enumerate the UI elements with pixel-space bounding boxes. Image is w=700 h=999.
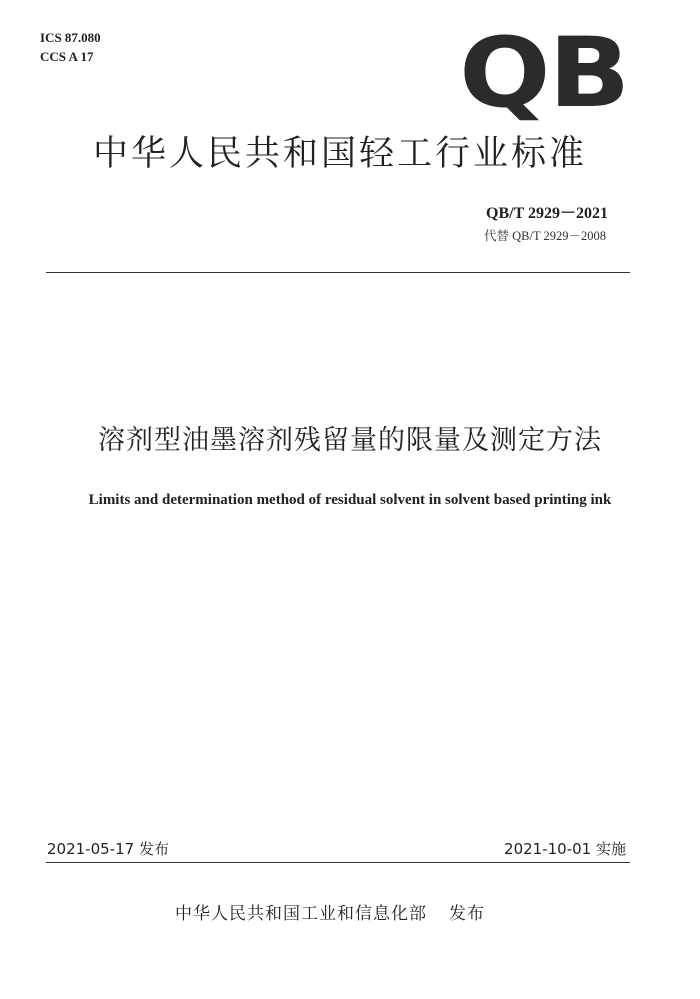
issuer-name: 中华人民共和国工业和信息化部 xyxy=(175,904,427,924)
issue-date: 2021-05-17 发布 xyxy=(47,840,169,858)
bottom-divider xyxy=(46,862,630,863)
top-divider xyxy=(46,272,630,273)
standard-type-title: 中华人民共和国轻工行业标准 xyxy=(92,134,587,174)
implementation-date: 2021-10-01 实施 xyxy=(504,840,626,858)
standard-number: QB/T 2929－2021 xyxy=(486,205,608,222)
replaced-standard: 代替 QB/T 2929－2008 xyxy=(484,229,606,243)
document-title-english: Limits and determination method of residual solvent in solvent based printing ink xyxy=(88,492,612,508)
ics-code: ICS 87.080 xyxy=(40,30,101,45)
issuer-action: 发布 xyxy=(449,904,485,924)
qb-logo: QB xyxy=(459,17,629,129)
document-title-chinese: 溶剂型油墨溶剂残留量的限量及测定方法 xyxy=(98,425,602,456)
issuing-authority xyxy=(0,899,660,924)
ccs-code: CCS A 17 xyxy=(40,49,94,64)
